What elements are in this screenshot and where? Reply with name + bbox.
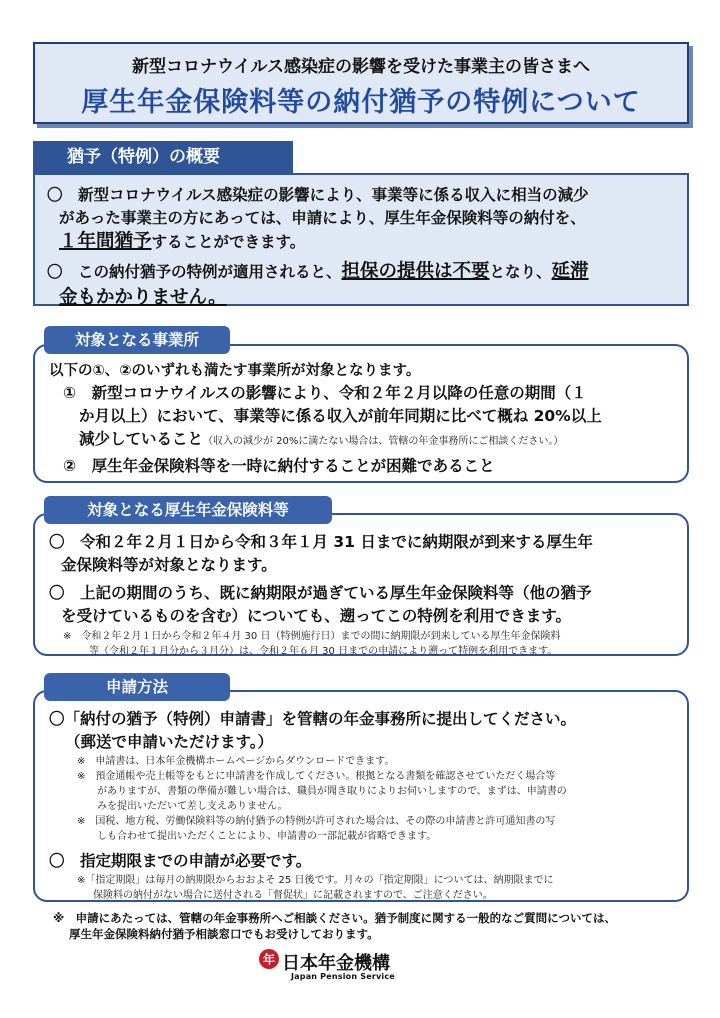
jps-logo-english: Japan Pension Service [291, 972, 395, 981]
target-office-intro: 以下の①、②のいずれも満たす事業所が対象となります。 [49, 363, 421, 379]
target-office-item1-line1: ① 新型コロナウイルスの影響により、令和２年２月以降の任意の期間（１ [63, 384, 587, 402]
footer-note-line1: ※ 申請にあたっては、管轄の年金事務所へご相談ください。猶予制度に関する一般的なご質問については、 [53, 911, 616, 925]
footer-note [53, 910, 693, 942]
overview-item1-line2: があった事業主の方にあっては、申請により、厚生年金保険料等の納付を、 [59, 209, 586, 227]
apply-item1-line2: （郵送で申請いただけます。） [65, 733, 274, 751]
apply-panel [33, 690, 689, 902]
target-fees-note-line1: ※ 令和２年２月１日から令和２年４月 30 日（特例施行日）までの間に納期限が到来している厚生年金保険料 [63, 631, 561, 642]
apply-note3-line1: ※ 国税、地方税、労働保険料等の納付猶予の特例が許可された場合は、その際の申請書と許可通知書の写 [77, 816, 556, 827]
overview-item1-line1: 〇 新型コロナウイルス感染症の影響により、事業等に係る収入に相当の減少 [47, 186, 589, 204]
overview-heading: 猶予（特例）の概要 [33, 141, 293, 173]
overview-emph-delay-b: 金もかかりません。 [59, 287, 227, 308]
apply-heading: 申請方法 [44, 673, 230, 701]
target-office-heading: 対象となる事業所 [44, 326, 230, 354]
overview-item2-line1 [47, 260, 687, 284]
page-subtitle: 新型コロナウイルス感染症の影響を受けた事業主の皆さまへ [132, 57, 590, 77]
target-office-item1-note: （収入の減少が 20%に満たない場合は、管轄の年金事務所にご相談ください。） [203, 436, 564, 447]
target-fees-item1-line2: 金保険料等が対象となります。 [61, 556, 277, 574]
target-office-panel [33, 344, 689, 483]
apply-note4-line1: ※「指定期限」は毎月の納期限からおおよそ 25 日後です。月々の「指定期限」については、納期限までに [77, 875, 554, 886]
jps-logo-mark-text: 年 [262, 952, 276, 967]
overview-item2-line2 [47, 286, 687, 310]
target-office-item1-text: 減少していること [79, 430, 204, 448]
apply-note2-line3: みを提出いただいて差し支えありません。 [97, 801, 288, 812]
target-office-item1-line3 [49, 428, 679, 451]
overview-item2-mid: となり、 [489, 263, 552, 281]
overview-panel [33, 173, 689, 306]
overview-item1-rest: することができます。 [151, 233, 306, 251]
overview-emph-no-collateral: 担保の提供は不要 [341, 261, 490, 282]
jps-logo-name: 日本年金機構 [282, 953, 390, 974]
apply-note2-line1: ※ 預金通帳や売上帳等をもとに申請書を作成してください。根拠となる書類を確認させていただく場合等 [77, 771, 556, 782]
overview-item1-line3 [47, 230, 687, 254]
overview-emph-delay-a: 延滞 [551, 261, 589, 282]
target-fees-item2-line1: 〇 上記の期間のうち、既に納期限が過ぎている厚生年金保険料等（他の猶予 [49, 584, 592, 602]
page-header [33, 42, 689, 124]
overview-item2-text: 〇 この納付猶予の特例が適用されると、 [47, 263, 342, 281]
target-fees-note-line2: 等（令和２年１月分から３月分）は、令和２年６月 30 日までの申請により遡って特例を利用できます。 [89, 646, 558, 657]
target-office-item1-line2: か月以上）において、事業等に係る収入が前年同期に比べて概ね 20%以上 [79, 407, 602, 425]
apply-note3-line2: しも合わせて提出いただくことにより、申請書の一部記載が省略できます。 [97, 831, 437, 842]
apply-note2-line2: がありますが、書類の準備が難しい場合は、職員が聞き取りによりお伺いしますので、まずは、申請書の [97, 786, 567, 797]
target-fees-item2-line2: を受けているものを含む）についても、遡ってこの特例を利用できます。 [61, 607, 571, 625]
apply-note4-line2: 保険料の納付がない場合に送付される「督促状」に記載されますので、ご注意ください。 [93, 890, 493, 901]
jps-logo-mark-icon [258, 948, 280, 970]
apply-item2: 〇 指定期限までの申請が必要です。 [49, 852, 312, 870]
target-fees-heading: 対象となる厚生年金保険料等 [44, 496, 332, 524]
apply-item1-line1: 〇「納付の猶予（特例）申請書」を管轄の年金事務所に提出してください。 [49, 710, 577, 728]
target-fees-item1-line1: 〇 令和２年２月１日から令和３年１月 31 日までに納期限が到来する厚生年 [49, 533, 593, 551]
overview-emph-one-year: １年間猶予 [59, 231, 152, 252]
page-title: 厚生年金保険料等の納付猶予の特例について [81, 87, 641, 118]
apply-note1: ※ 申請書は、日本年金機構ホームページからダウンロードできます。 [77, 756, 395, 767]
footer-note-line2: 厚生年金保険料納付猶予相談窓口でもお受けしております。 [69, 927, 379, 941]
target-fees-panel [33, 513, 689, 656]
target-office-item2: ② 厚生年金保険料等を一時に納付することが困難であること [63, 457, 495, 475]
